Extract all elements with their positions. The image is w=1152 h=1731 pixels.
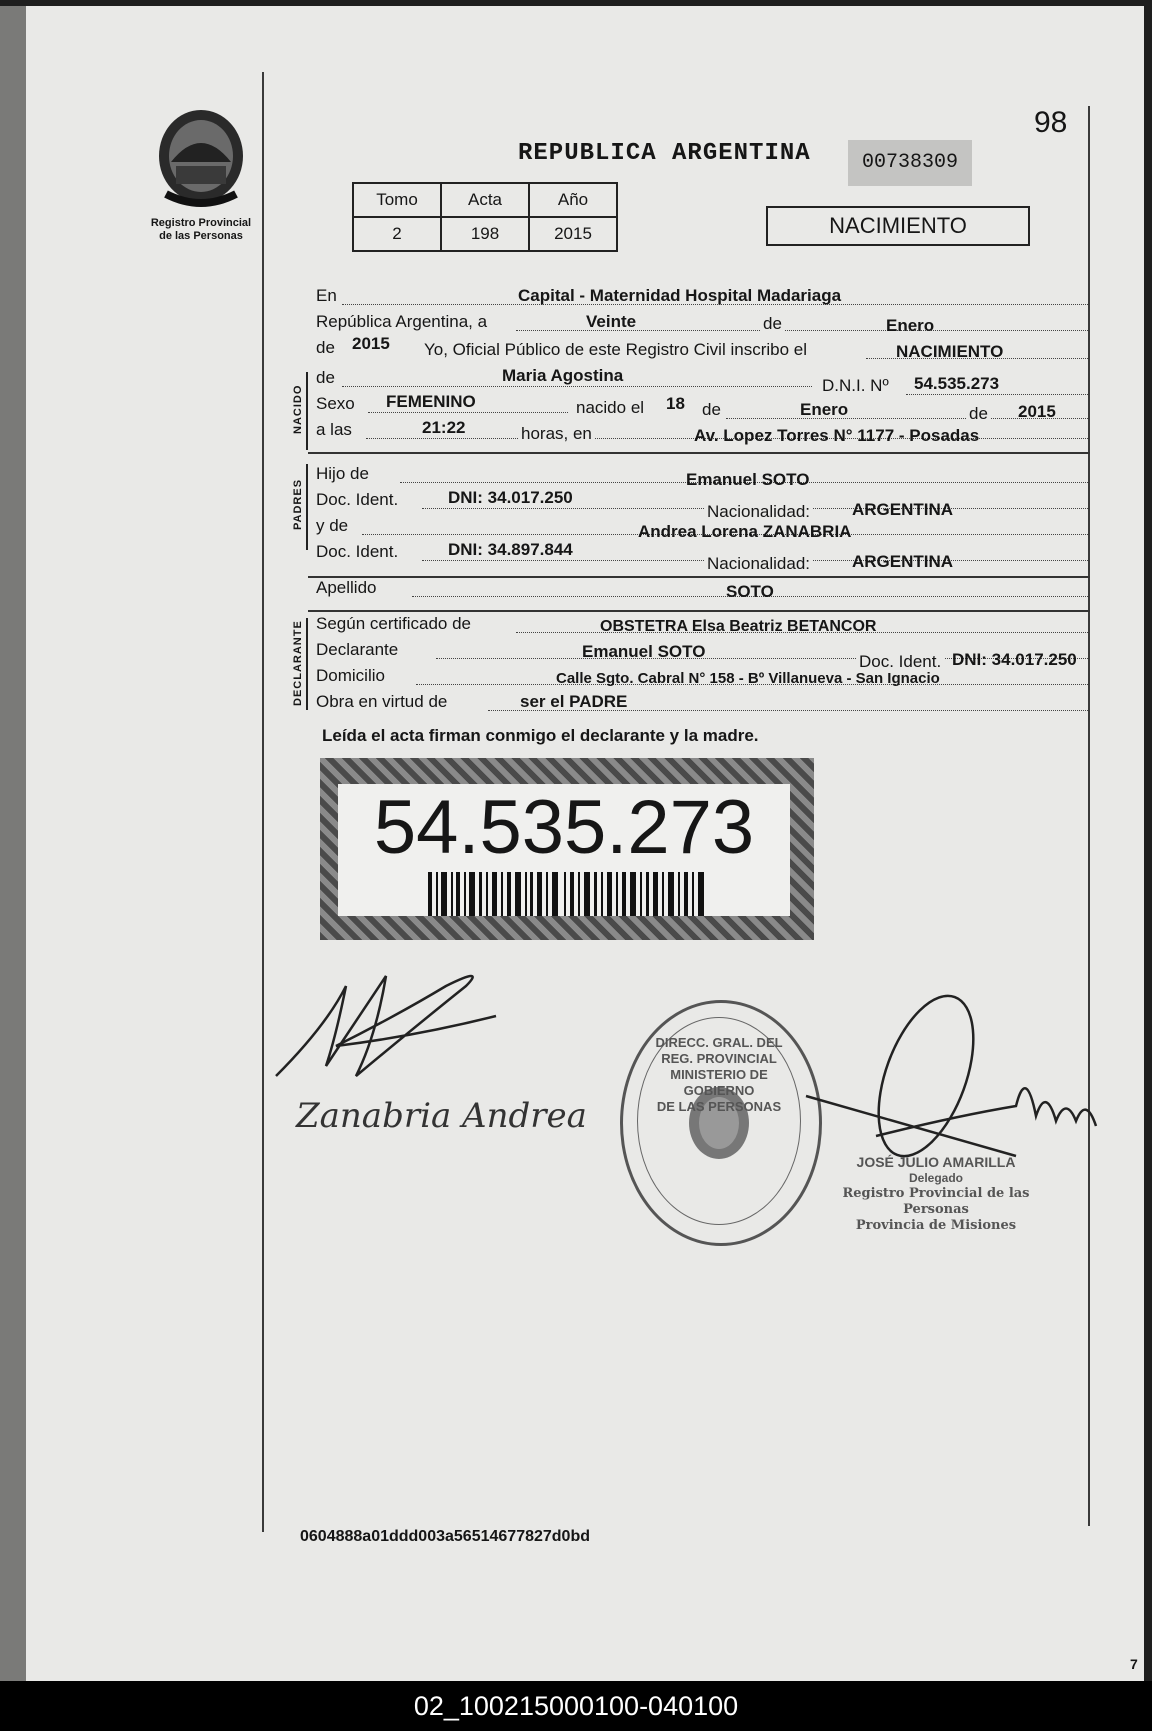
month-value: Enero [886, 316, 935, 335]
document-hash: 0604888a01ddd003a56514677827d0bd [300, 1528, 590, 1545]
officer-stamp [816, 1154, 1056, 1234]
seal-text-line3: DE LAS PERSONAS [656, 1099, 782, 1114]
closing-statement: Leída el acta firman conmigo el declarante y la madre. [322, 726, 759, 745]
tomo-value: 2 [353, 217, 441, 251]
child-name-value: Maria Agostina [502, 366, 624, 385]
padres-tag: PADRES [292, 478, 304, 530]
child-dni-value: 54.535.273 [914, 374, 1000, 393]
seal-text-line2: MINISTERIO DE GOBIERNO [670, 1067, 768, 1098]
mother-signature-icon [266, 946, 506, 1096]
nacionalidad-father-label: Nacionalidad: [704, 502, 813, 522]
segun-certificado-label: Según certificado de [316, 614, 471, 633]
seal-text-line1: DIRECC. GRAL. DEL REG. PROVINCIAL [655, 1035, 783, 1066]
de-month-label: de [760, 314, 785, 334]
officer-office: Registro Provincial de las Personas [842, 1186, 1030, 1217]
horas-en-label: horas, en [518, 424, 595, 444]
republica-label: República Argentina, a [316, 312, 488, 331]
mother-name-value: Andrea Lorena ZANABRIA [638, 522, 852, 541]
act-type-value: NACIMIENTO [896, 342, 1004, 361]
nacionalidad-mother-label: Nacionalidad: [704, 554, 813, 574]
right-margin-line [1088, 106, 1090, 1526]
declarante-label: Declarante [316, 640, 399, 659]
nacido-el-label: nacido el [576, 398, 645, 417]
dni-sticker-number: 54.535.273 [373, 785, 755, 870]
acta-value: 198 [441, 217, 529, 251]
nacido-tag: NACIDO [292, 384, 304, 434]
day-value: Veinte [586, 312, 637, 331]
domicilio-label: Domicilio [316, 666, 385, 685]
ano-value: 2015 [529, 217, 617, 251]
officer-role: Delegado [908, 1171, 963, 1185]
dni-label: D.N.I. Nº [822, 376, 889, 395]
document-page [26, 6, 1144, 1681]
dni-sticker-inner [338, 784, 790, 916]
tomo-header: Tomo [353, 183, 441, 217]
father-name-value: Emanuel SOTO [686, 470, 810, 489]
birth-place-value: Av. Lopez Torres N° 1177 - Posadas [694, 426, 980, 445]
birth-year-value: 2015 [1018, 402, 1056, 421]
document-type-box: NACIMIENTO [766, 206, 1030, 246]
declarant-name-value: Emanuel SOTO [582, 642, 706, 661]
capacity-value: ser el PADRE [520, 692, 628, 711]
year-value: 2015 [352, 334, 390, 353]
address-value: Calle Sgto. Cabral N° 158 - Bº Villanueva - San Ignacio [556, 670, 940, 687]
registry-name-line1: Registro Provincial [150, 217, 252, 229]
dni-sticker [320, 758, 814, 940]
left-margin-line [262, 72, 264, 1532]
declarante-tag: DECLARANTE [292, 620, 304, 706]
serial-number: 00738309 [848, 140, 972, 186]
birth-month-value: Enero [800, 400, 849, 419]
officer-province: Provincia de Misiones [855, 1218, 1017, 1233]
country-title: REPUBLICA ARGENTINA [518, 140, 811, 167]
certificate-value: OBSTETRA Elsa Beatriz BETANCOR [600, 618, 877, 635]
birth-day-value: 18 [666, 394, 685, 413]
registry-name [146, 217, 256, 243]
sex-value: FEMENINO [386, 392, 476, 411]
provincia-misiones-seal-icon [146, 104, 256, 212]
doc-ident-father-label: Doc. Ident. [316, 490, 399, 509]
mother-handwritten-name: Zanabria Andrea [296, 1096, 587, 1136]
oficial-label: Yo, Oficial Público de este Registro Civil inscribo el [424, 340, 807, 359]
hijo-de-label: Hijo de [316, 464, 369, 483]
apellido-label: Apellido [316, 578, 377, 597]
mother-dni-value: DNI: 34.897.844 [448, 540, 573, 559]
surname-value: SOTO [726, 582, 774, 601]
registry-name-line2: de las Personas [159, 230, 243, 242]
de-name-label: de [316, 368, 335, 387]
sexo-label: Sexo [316, 394, 355, 413]
doc-ident-mother-label: Doc. Ident. [316, 542, 399, 561]
obra-label: Obra en virtud de [316, 692, 448, 711]
image-caption-bar: 02_100215000100-040100 [0, 1681, 1152, 1731]
doc-ident-declarant-label: Doc. Ident. [856, 652, 944, 672]
mother-nationality-value: ARGENTINA [852, 552, 954, 571]
de-birth-year-label: de [966, 404, 991, 424]
y-de-label: y de [316, 516, 349, 535]
declarant-dni-value: DNI: 34.017.250 [952, 650, 1077, 669]
father-nationality-value: ARGENTINA [852, 500, 954, 519]
de-birth-month-label: de [702, 400, 721, 419]
ano-header: Año [529, 183, 617, 217]
father-dni-value: DNI: 34.017.250 [448, 488, 573, 507]
acta-header: Acta [441, 183, 529, 217]
birth-time-value: 21:22 [422, 418, 466, 437]
barcode-icon [428, 872, 708, 916]
a-las-label: a las [316, 420, 352, 439]
officer-name: JOSÉ JULIO AMARILLA [856, 1154, 1016, 1170]
registry-emblem [146, 104, 256, 243]
tomo-acta-ano-table [352, 182, 618, 252]
de-year-label: de [316, 338, 335, 357]
place-value: Capital - Maternidad Hospital Madariaga [518, 286, 842, 305]
en-label: En [316, 286, 337, 305]
page-number: 98 [1034, 106, 1068, 139]
corner-mark: 7 [1130, 1656, 1138, 1672]
